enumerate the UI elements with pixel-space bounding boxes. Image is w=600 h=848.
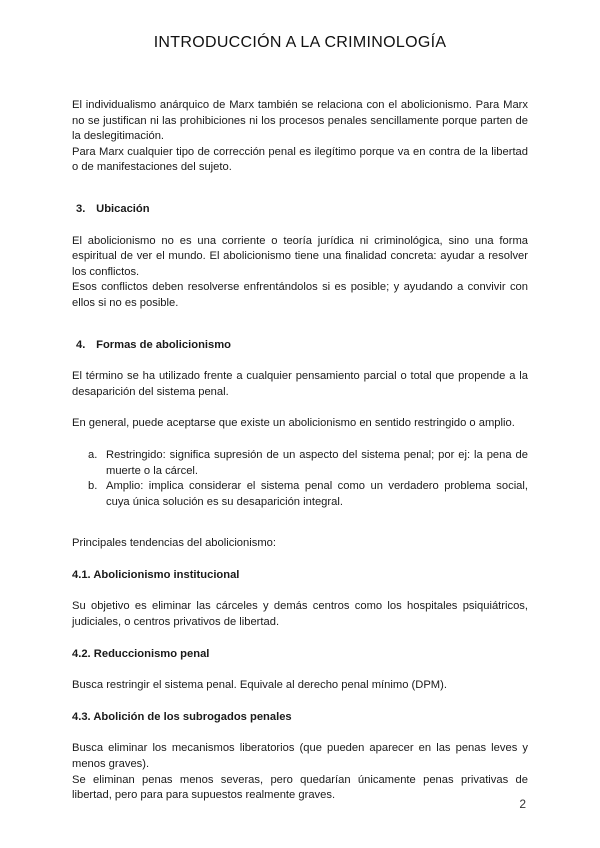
list-marker: a. <box>88 448 98 461</box>
sub43-paragraph-2: Se eliminan penas menos severas, pero quedarían únicamente penas privativas de libertad, pero para para supuestos realmente graves. <box>72 773 528 802</box>
section4-paragraph-3: Principales tendencias del abolicionismo: <box>72 537 276 550</box>
page-title: INTRODUCCIÓN A LA CRIMINOLOGÍA <box>153 34 447 51</box>
sub43-paragraph-1: Busca eliminar los mecanismos liberatorios (que pueden aparecer en las penas leves y menos graves). <box>72 742 528 771</box>
section-title: Ubicación <box>96 202 150 215</box>
section3-paragraph-2: Esos conflictos deben resolverse enfrentándolos si es posible; y ayudando a convivir con ellos si no es posible. <box>72 281 528 309</box>
list-item <box>88 479 528 510</box>
list-marker: b. <box>88 480 98 493</box>
section-title: Formas de abolicionismo <box>96 338 232 351</box>
section-heading-3 <box>72 202 528 218</box>
document-body <box>72 98 528 804</box>
section-number: 3. <box>76 202 86 215</box>
subheading-4-2: 4.2. Reduccionismo penal <box>72 647 210 660</box>
abolicionismo-types-list <box>72 448 528 510</box>
intro-paragraph-1: El individualismo anárquico de Marx también se relaciona con el abolicionismo. Para Marx no se justifican ni las prohibiciones ni los procesos penales sencillamente porque parten de la deslegitimación. <box>72 99 528 143</box>
section-number: 4. <box>76 338 86 351</box>
subheading-4-1: 4.1. Abolicionismo institucional <box>72 568 240 581</box>
subheading-4-3: 4.3. Abolición de los subrogados penales <box>72 710 292 723</box>
page-number: 2 <box>519 797 526 811</box>
section-heading-4 <box>72 338 528 354</box>
section3-paragraph-1: El abolicionismo no es una corriente o teoría jurídica ni criminológica, sino una forma espiritual de ver el mundo. El abolicionismo tiene una finalidad concreta: ayudar a resolver los conflictos. <box>72 234 528 278</box>
section4-paragraph-2: En general, puede aceptarse que existe un abolicionismo en sentido restringido o amplio. <box>72 417 515 430</box>
list-item <box>88 448 528 479</box>
list-item-text: Amplio: implica considerar el sistema penal como un verdadero problema social, cuya única solución es su desaparición integral. <box>106 480 528 508</box>
sub41-paragraph-1: Su objetivo es eliminar las cárceles y demás centros como los hospitales psiquiátricos, judiciales, o centros privativos de libertad. <box>72 600 528 629</box>
intro-paragraph-2: Para Marx cualquier tipo de corrección penal es ilegítimo porque va en contra de la libertad o de manifestaciones del sujeto. <box>72 145 528 174</box>
section4-paragraph-1: El término se ha utilizado frente a cualquier pensamiento parcial o total que propende a la desaparición del sistema penal. <box>72 370 528 398</box>
sub42-paragraph-1: Busca restringir el sistema penal. Equivale al derecho penal mínimo (DPM). <box>72 679 447 692</box>
list-item-text: Restringido: significa supresión de un aspecto del sistema penal; por ej: la pena de muerte o la cárcel. <box>106 448 528 477</box>
